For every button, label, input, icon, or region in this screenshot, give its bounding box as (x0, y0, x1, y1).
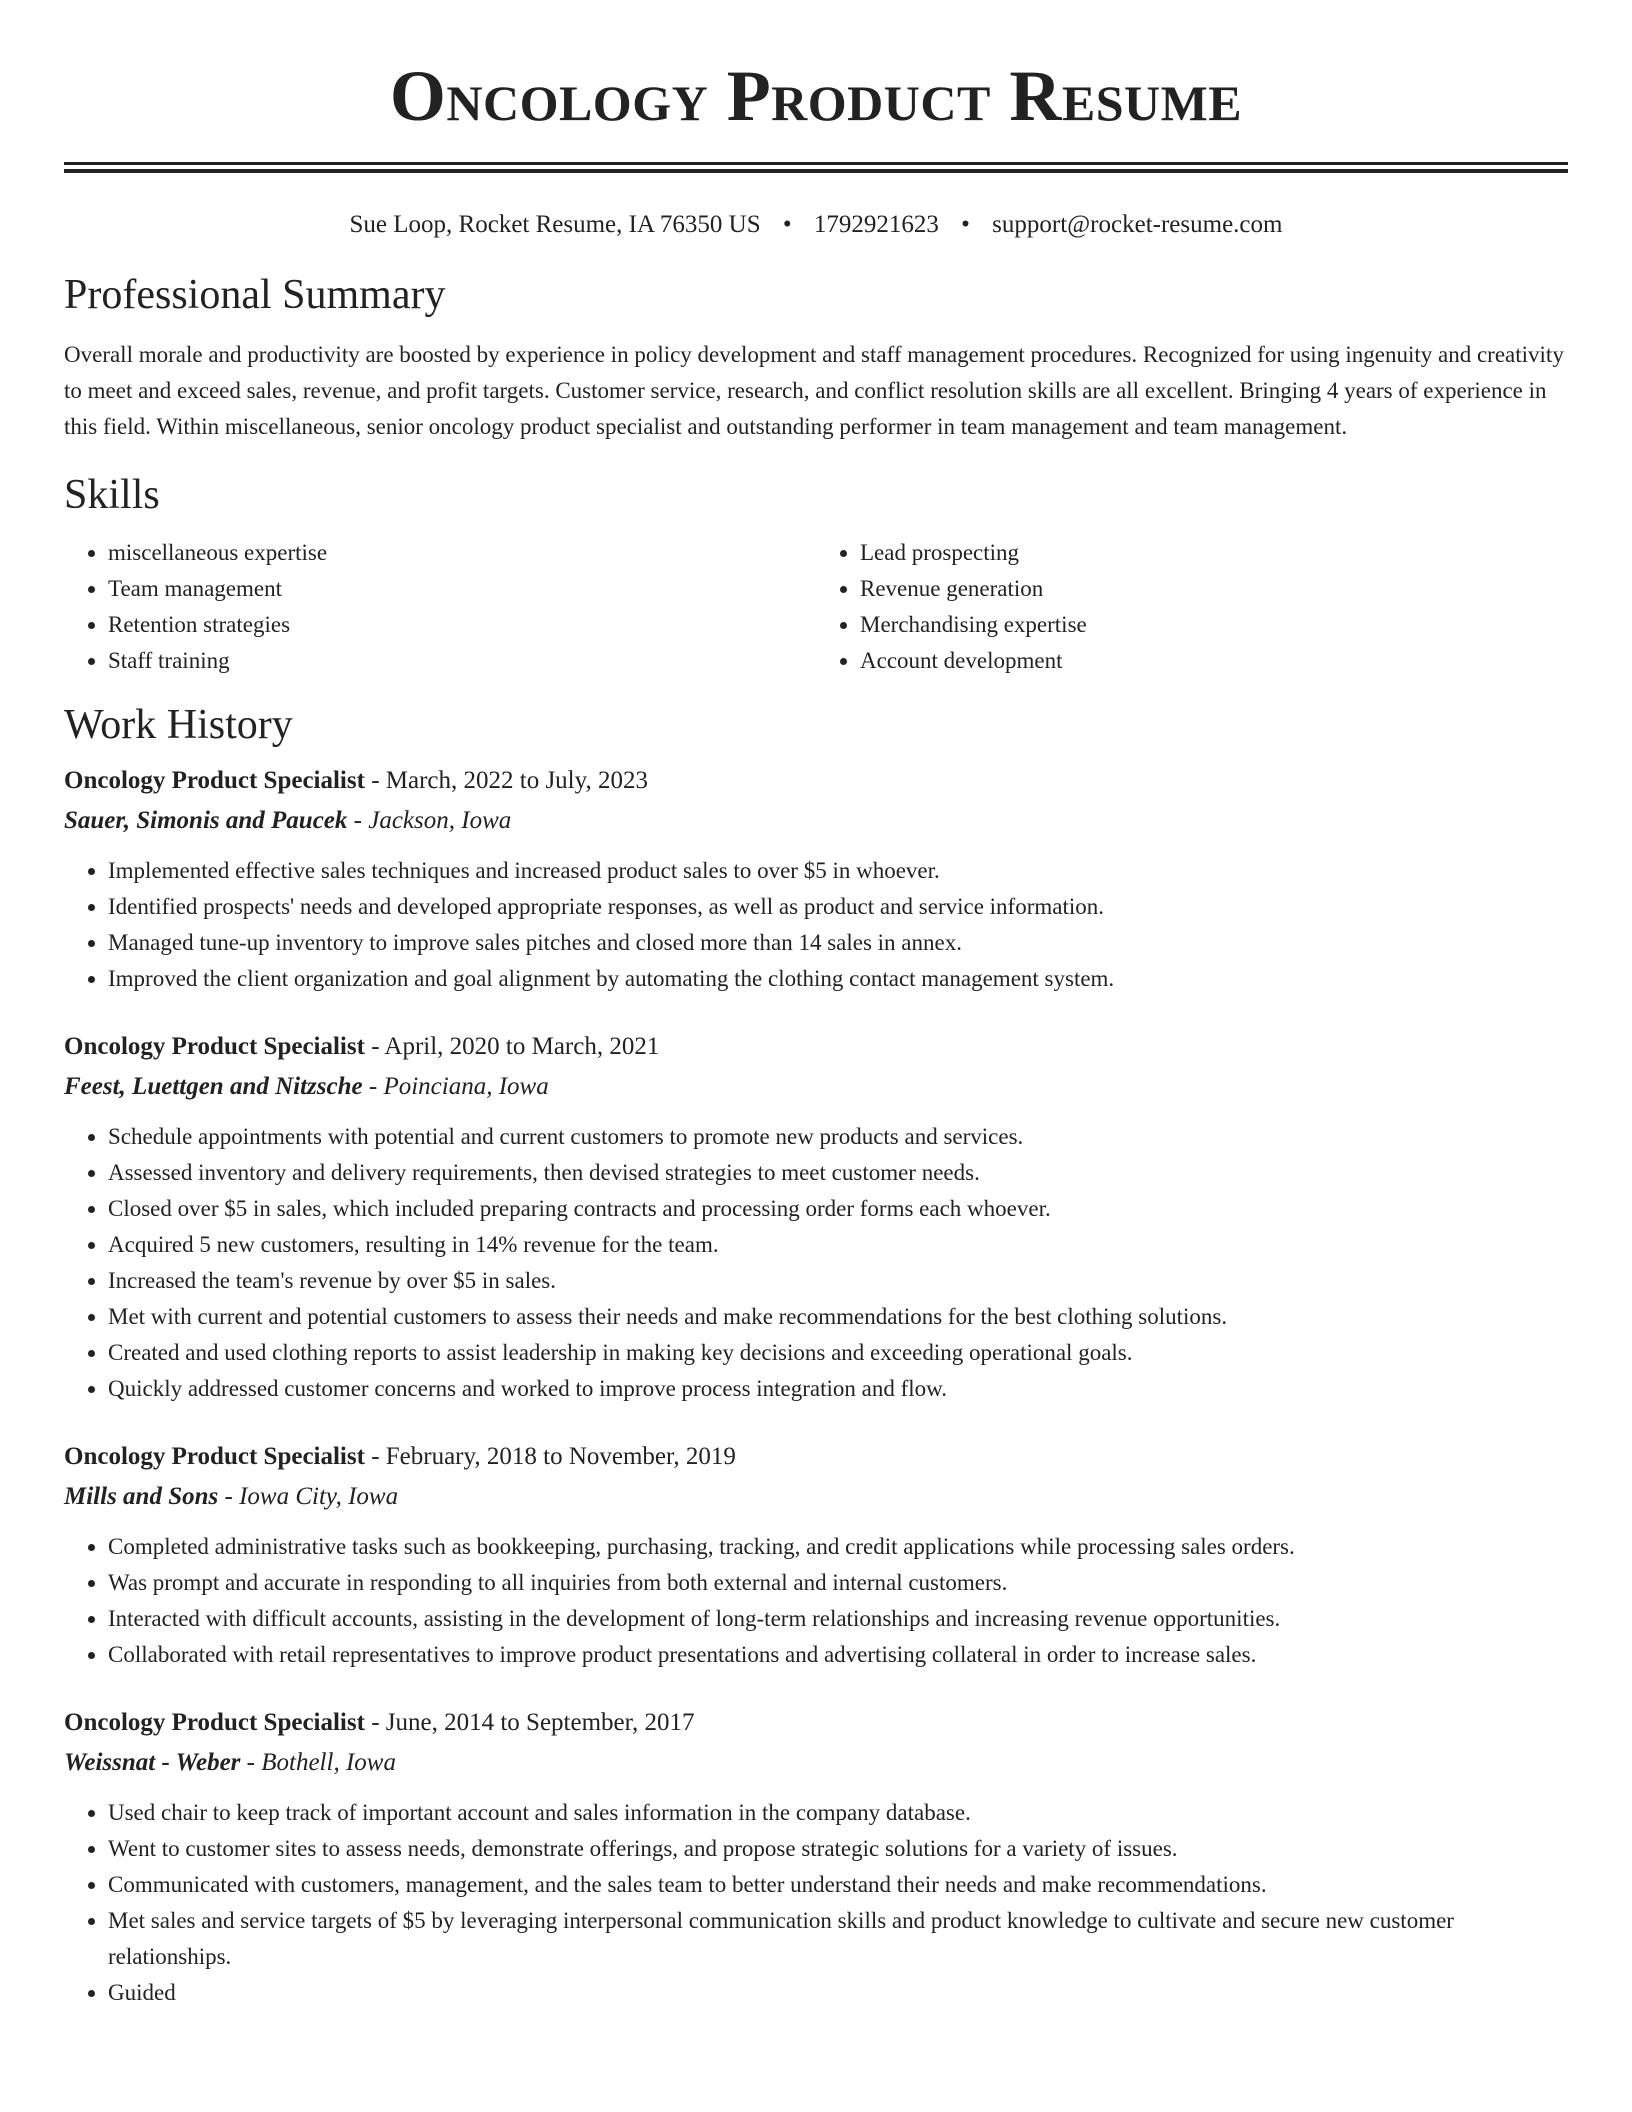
skill-item: • Merchandising expertise (860, 607, 1568, 643)
resume-page (64, 0, 1568, 2011)
duty-item: • Met sales and service targets of $5 by leveraging interpersonal communication skills and product knowledge to cultivate and secure new customer relationships. (108, 1903, 1568, 1975)
job-company: Sauer, Simonis and Paucek (64, 807, 348, 834)
duty-item: • Completed administrative tasks such as bookkeeping, purchasing, tracking, and credit applications while processing sales orders. (108, 1529, 1568, 1565)
job-role: Oncology Product Specialist (64, 1033, 365, 1060)
skill-item: • Team management (108, 571, 816, 607)
job-entry (64, 1703, 1568, 2011)
duty-item: • Implemented effective sales techniques and increased product sales to over $5 in whoever. (108, 853, 1568, 889)
duty-item: • Was prompt and accurate in responding to all inquiries from both external and internal customers. (108, 1565, 1568, 1601)
skills-heading: Skills (64, 472, 160, 518)
job-dates: February, 2018 to November, 2019 (385, 1443, 736, 1470)
contact-line (64, 209, 1568, 241)
job-entry (64, 1437, 1568, 1673)
job-dates: April, 2020 to March, 2021 (384, 1033, 660, 1060)
job-company-line: Mills and Sons - Iowa City, Iowa (64, 1483, 399, 1510)
contact-separator: • (782, 211, 792, 238)
job-duties (64, 1795, 1568, 2011)
duty-item: • Schedule appointments with potential and current customers to promote new products and services. (108, 1119, 1568, 1155)
job-company: Feest, Luettgen and Nitzsche (64, 1073, 363, 1100)
duty-item: • Guided (108, 1975, 1568, 2011)
skill-item: • miscellaneous expertise (108, 535, 816, 571)
duty-item: • Closed over $5 in sales, which included preparing contracts and processing order forms each whoever. (108, 1191, 1568, 1227)
job-company: Weissnat - Weber (64, 1749, 241, 1776)
duty-item: • Increased the team's revenue by over $5 in sales. (108, 1263, 1568, 1299)
duty-item: • Identified prospects' needs and developed appropriate responses, as well as product and service information. (108, 889, 1568, 925)
job-header: Oncology Product Specialist - April, 2020 to March, 2021 (64, 1033, 660, 1060)
contact-address: Sue Loop, Rocket Resume, IA 76350 US (349, 211, 761, 238)
job-company: Mills and Sons (64, 1483, 219, 1510)
duty-item: • Quickly addressed customer concerns and worked to improve process integration and flow. (108, 1371, 1568, 1407)
duty-item: • Interacted with difficult accounts, assisting in the development of long-term relationships and increasing revenue opportunities. (108, 1601, 1568, 1637)
skill-item: • Staff training (108, 643, 816, 679)
duty-item: • Used chair to keep track of important account and sales information in the company database. (108, 1795, 1568, 1831)
skill-item: • Retention strategies (108, 607, 816, 643)
summary-heading: Professional Summary (64, 272, 446, 318)
job-duties (64, 853, 1568, 997)
job-entry (64, 1027, 1568, 1407)
duty-item: • Assessed inventory and delivery requirements, then devised strategies to meet customer needs. (108, 1155, 1568, 1191)
contact-email: support@rocket-resume.com (992, 211, 1283, 238)
job-location: Iowa City, Iowa (239, 1483, 399, 1510)
job-entry (64, 761, 1568, 997)
skill-item: • Lead prospecting (860, 535, 1568, 571)
job-duties (64, 1529, 1568, 1673)
job-location: Bothell, Iowa (261, 1749, 396, 1776)
job-dates: June, 2014 to September, 2017 (385, 1709, 695, 1736)
skills-list-left (64, 535, 816, 679)
duty-item: • Improved the client organization and goal alignment by automating the clothing contact management system. (108, 961, 1568, 997)
skills-list-right (816, 535, 1568, 679)
resume-title: Oncology Product Resume (389, 56, 1243, 136)
duty-item: • Acquired 5 new customers, resulting in 14% revenue for the team. (108, 1227, 1568, 1263)
title-double-rule (64, 162, 1568, 173)
job-dates: March, 2022 to July, 2023 (385, 767, 649, 794)
work-history-heading: Work History (64, 702, 293, 748)
job-location: Jackson, Iowa (368, 807, 512, 834)
contact-phone: 1792921623 (813, 211, 939, 238)
duty-item: • Collaborated with retail representatives to improve product presentations and advertising collateral in order to increase sales. (108, 1637, 1568, 1673)
summary-text: Overall morale and productivity are boosted by experience in policy development and staff management procedures. Recognized for using ingenuity and creativity to meet and exceed sales, revenue, and profit targets. Customer service, research, and conflict resolution skills are all excellent. Bringing 4 years of experience in this field. Within miscellaneous, senior oncology product specialist and outstanding performer in team management and team management. (64, 342, 1564, 439)
duty-item: • Managed tune-up inventory to improve sales pitches and closed more than 14 sales in annex. (108, 925, 1568, 961)
contact-separator: • (961, 211, 970, 238)
job-header: Oncology Product Specialist - June, 2014 to September, 2017 (64, 1709, 695, 1736)
job-company-line: Feest, Luettgen and Nitzsche - Poinciana, Iowa (64, 1073, 549, 1100)
skill-item: • Revenue generation (860, 571, 1568, 607)
duty-item: • Went to customer sites to assess needs, demonstrate offerings, and propose strategic solutions for a variety of issues. (108, 1831, 1568, 1867)
job-location: Poinciana, Iowa (383, 1073, 549, 1100)
job-role: Oncology Product Specialist (64, 1443, 365, 1470)
job-header: Oncology Product Specialist - February, 2018 to November, 2019 (64, 1443, 736, 1470)
duty-item: • Met with current and potential customers to assess their needs and make recommendations for the best clothing solutions. (108, 1299, 1568, 1335)
job-role: Oncology Product Specialist (64, 1709, 365, 1736)
job-company-line: Weissnat - Weber - Bothell, Iowa (64, 1749, 396, 1776)
duty-item: • Communicated with customers, management, and the sales team to better understand their needs and make recommendations. (108, 1867, 1568, 1903)
job-role: Oncology Product Specialist (64, 767, 365, 794)
duty-item: • Created and used clothing reports to assist leadership in making key decisions and exceeding operational goals. (108, 1335, 1568, 1371)
job-header: Oncology Product Specialist - March, 2022 to July, 2023 (64, 767, 649, 794)
skill-item: • Account development (860, 643, 1568, 679)
skills-columns (64, 535, 1568, 679)
job-duties (64, 1119, 1568, 1407)
job-company-line: Sauer, Simonis and Paucek - Jackson, Iowa (64, 807, 512, 834)
